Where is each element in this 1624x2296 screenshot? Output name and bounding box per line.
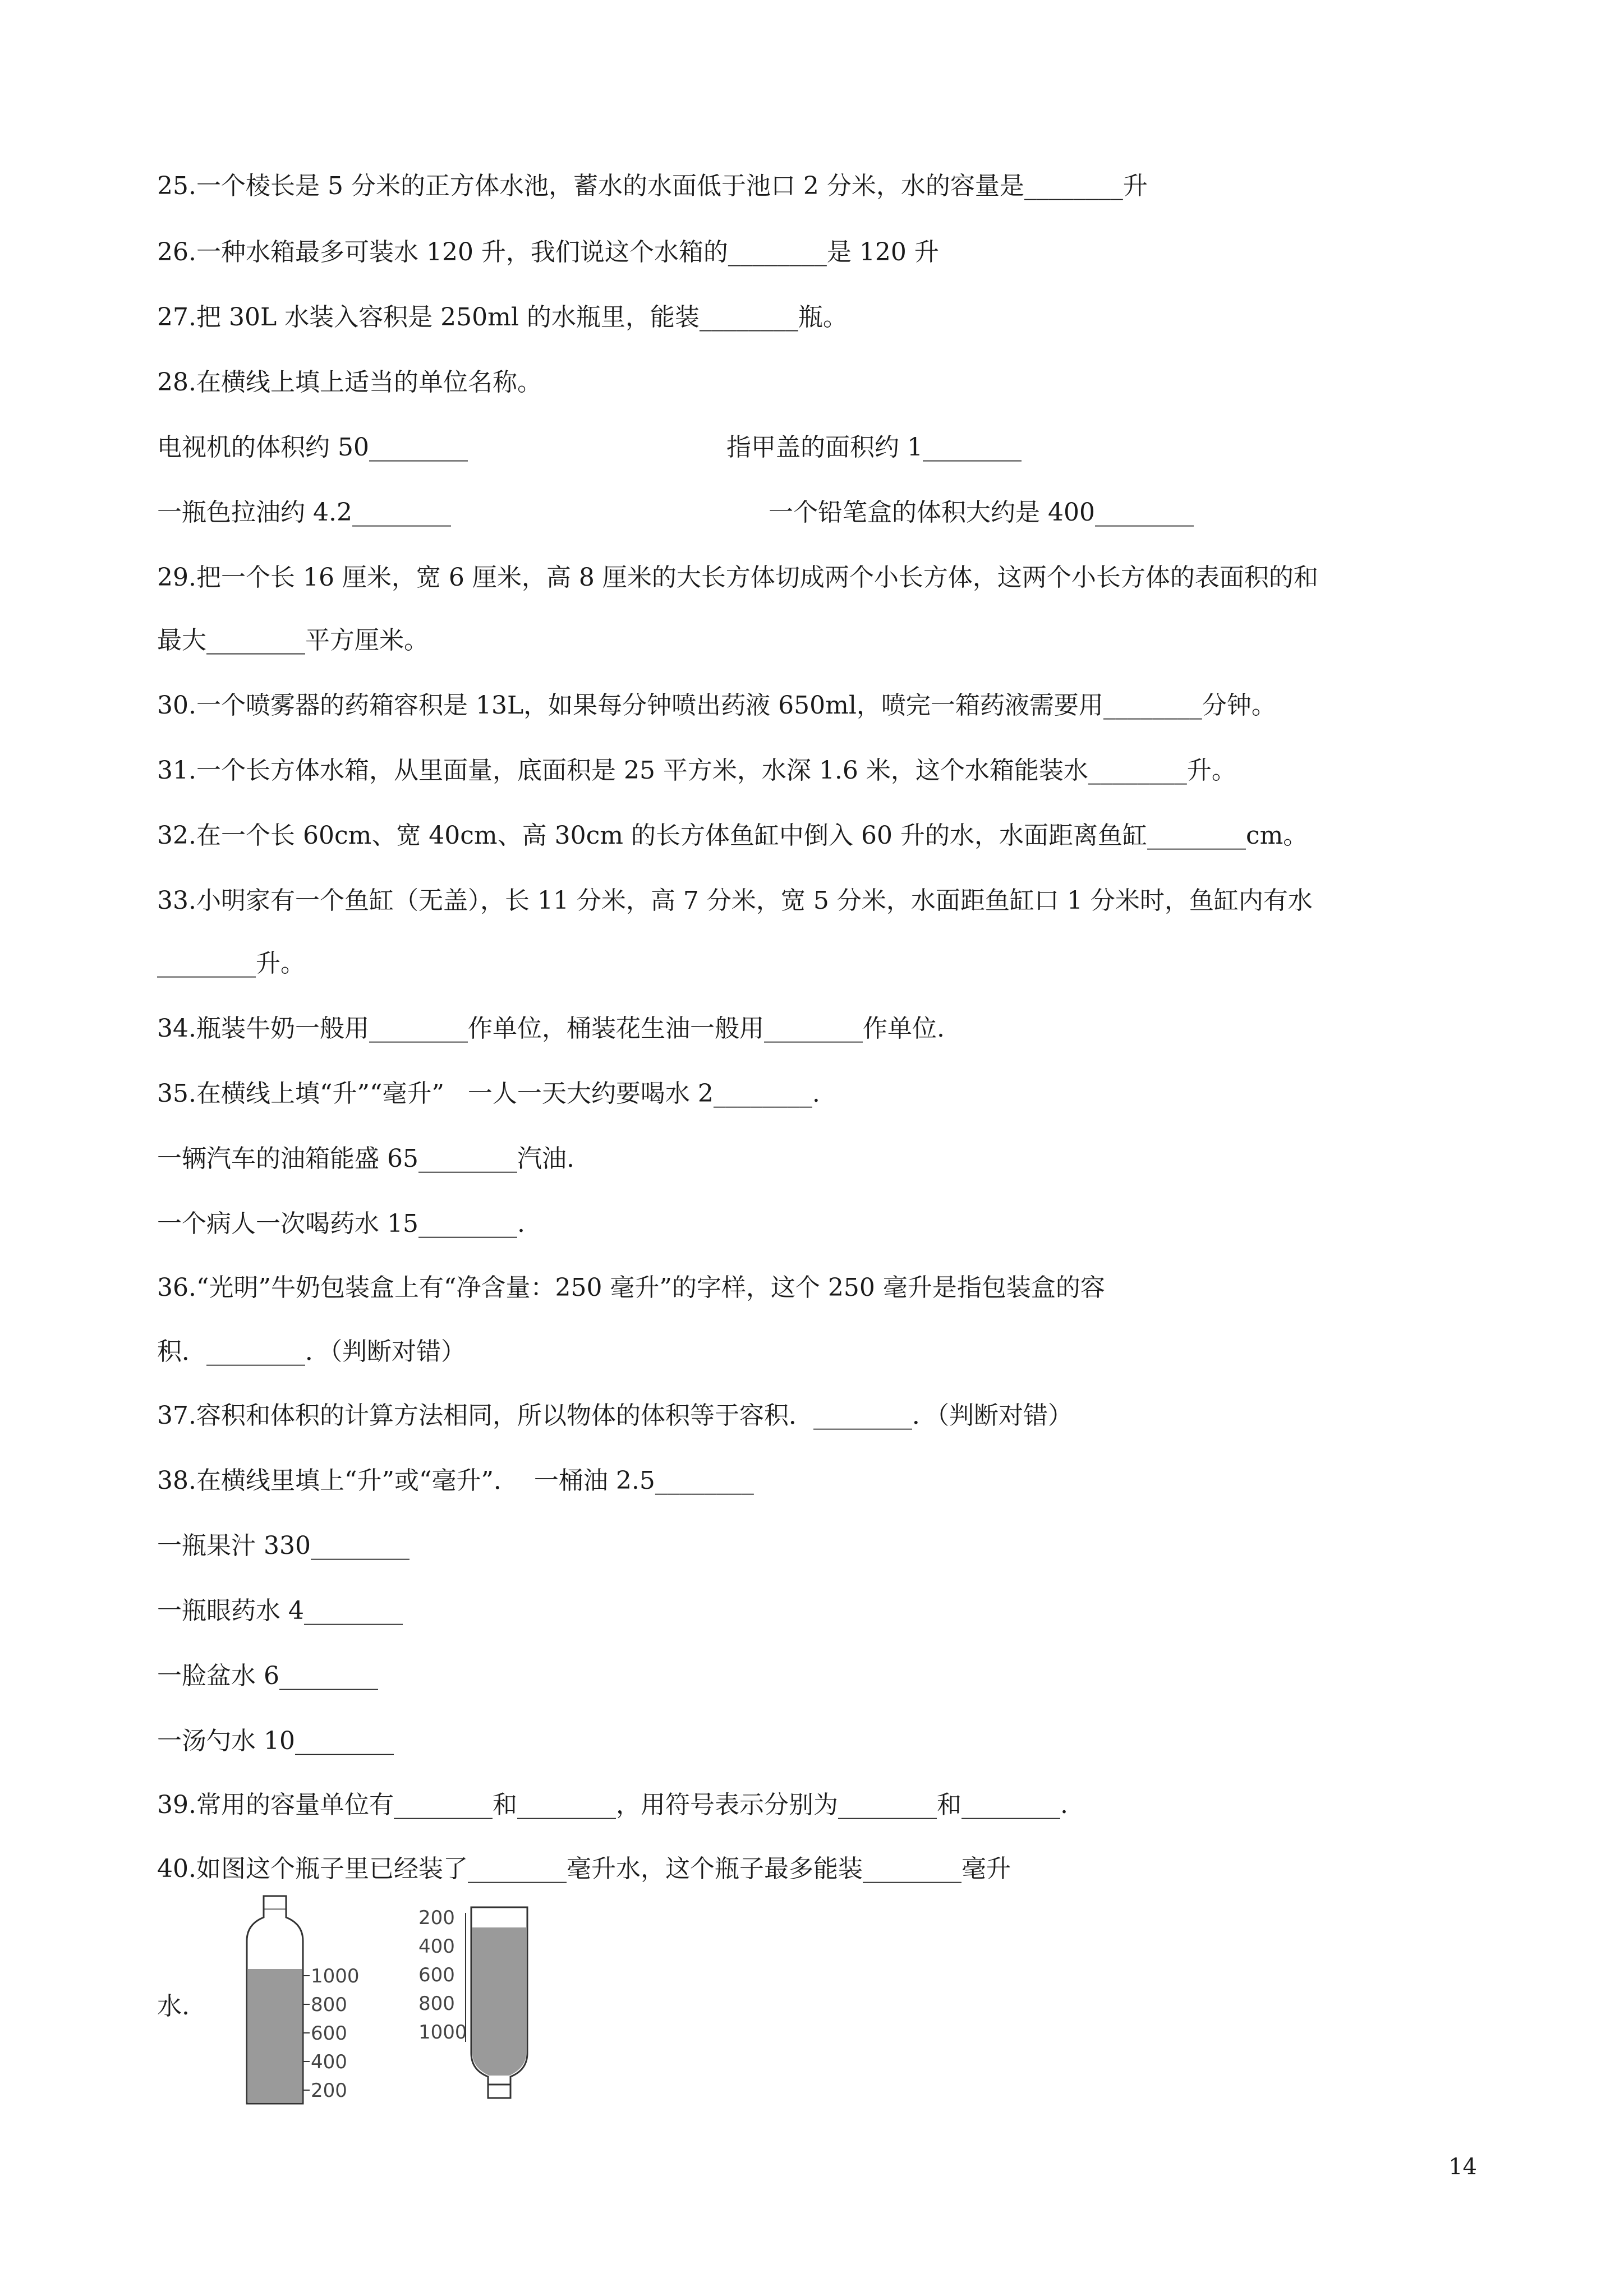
question-28: 28.在横线上填上适当的单位名称。 — [157, 368, 542, 397]
bottle1-water — [248, 1969, 302, 2102]
question-31: 31.一个长方体水箱，从里面量，底面积是 25 平方米，水深 1.6 米，这个水箱能装水________升。 — [157, 756, 1236, 785]
bottle2-tick-200: 200 — [418, 1907, 455, 1929]
bottle1-tick-1000: 1000 — [311, 1965, 360, 1987]
question-38-line5: 一汤勺水 10________ — [157, 1727, 394, 1755]
bottle2-tick-400: 400 — [418, 1935, 455, 1958]
question-40-line1: 40.如图这个瓶子里已经装了________毫升水，这个瓶子最多能装________毫升 — [157, 1855, 1011, 1883]
bottle2-tick-600: 600 — [418, 1964, 455, 1986]
question-27: 27.把 30L 水装入容积是 250ml 的水瓶里，能装________瓶。 — [157, 303, 848, 332]
question-35-line3: 一个病人一次喝药水 15________. — [157, 1209, 525, 1238]
question-38-line1: 38.在横线里填上“升”或“毫升”． 一桶油 2.5________ — [157, 1466, 754, 1495]
question-35-line1: 35.在横线上填“升”“毫升” 一人一天大约要喝水 2________. — [157, 1079, 820, 1108]
bottle2-water — [472, 1927, 526, 2076]
question-35-line2: 一辆汽车的油箱能盛 65________汽油. — [157, 1144, 574, 1173]
bottle1-tick-800: 800 — [311, 1994, 347, 2016]
bottle2-tick-1000: 1000 — [418, 2021, 467, 2044]
bottle-inverted-figure — [415, 1896, 550, 2109]
question-29-line1: 29.把一个长 16 厘米，宽 6 厘米，高 8 厘米的大长方体切成两个小长方体，这两个小长方体的表面积的和 — [157, 563, 1318, 592]
question-28b: 指甲盖的面积约 1________ — [726, 433, 1022, 462]
question-26: 26.一种水箱最多可装水 120 升，我们说这个水箱的________是 120 升 — [157, 238, 939, 266]
question-28a: 电视机的体积约 50________ — [157, 433, 468, 462]
question-36-line1: 36.“光明”牛奶包装盒上有“净含量：250 毫升”的字样，这个 250 毫升是指包装盒的容 — [157, 1273, 1105, 1302]
page-number: 14 — [1448, 2154, 1477, 2180]
question-38-line2: 一瓶果汁 330________ — [157, 1531, 410, 1560]
question-38-line4: 一脸盆水 6________ — [157, 1662, 378, 1690]
question-33-line1: 33.小明家有一个鱼缸（无盖），长 11 分米，高 7 分米，宽 5 分米，水面距鱼缸口 1 分米时，鱼缸内有水 — [157, 886, 1313, 915]
question-28c: 一瓶色拉油约 4.2________ — [157, 498, 451, 527]
question-34: 34.瓶装牛奶一般用________作单位，桶装花生油一般用________作单位. — [157, 1014, 945, 1043]
question-32: 32.在一个长 60cm、宽 40cm、高 30cm 的长方体鱼缸中倒入 60 升的水，水面距离鱼缸________cm。 — [157, 821, 1308, 850]
question-33-line2: ________升。 — [157, 949, 305, 978]
question-36-line2: 积．________．（判断对错） — [157, 1337, 466, 1366]
question-39: 39.常用的容量单位有________和________，用符号表示分别为________和________. — [157, 1791, 1068, 1819]
question-30: 30.一个喷雾器的药箱容积是 13L，如果每分钟喷出药液 650ml，喷完一箱药液需要用________分钟。 — [157, 691, 1276, 720]
bottle1-tick-600: 600 — [311, 2022, 347, 2045]
question-25: 25.一个棱长是 5 分米的正方体水池，蓄水的水面低于池口 2 分米，水的容量是________升 — [157, 172, 1148, 200]
bottle1-tick-200: 200 — [311, 2079, 347, 2102]
question-29-line2: 最大________平方厘米。 — [157, 626, 429, 655]
bottle2-tick-800: 800 — [418, 1993, 455, 2015]
question-28d: 一个铅笔盒的体积大约是 400________ — [769, 498, 1194, 527]
question-40-line2: 水. — [157, 1992, 190, 2021]
bottle-upright-figure — [241, 1890, 376, 2109]
question-38-line3: 一瓶眼药水 4________ — [157, 1596, 403, 1625]
question-37: 37.容积和体积的计算方法相同，所以物体的体积等于容积．________．（判断对错） — [157, 1401, 1073, 1430]
bottle1-tick-400: 400 — [311, 2051, 347, 2073]
